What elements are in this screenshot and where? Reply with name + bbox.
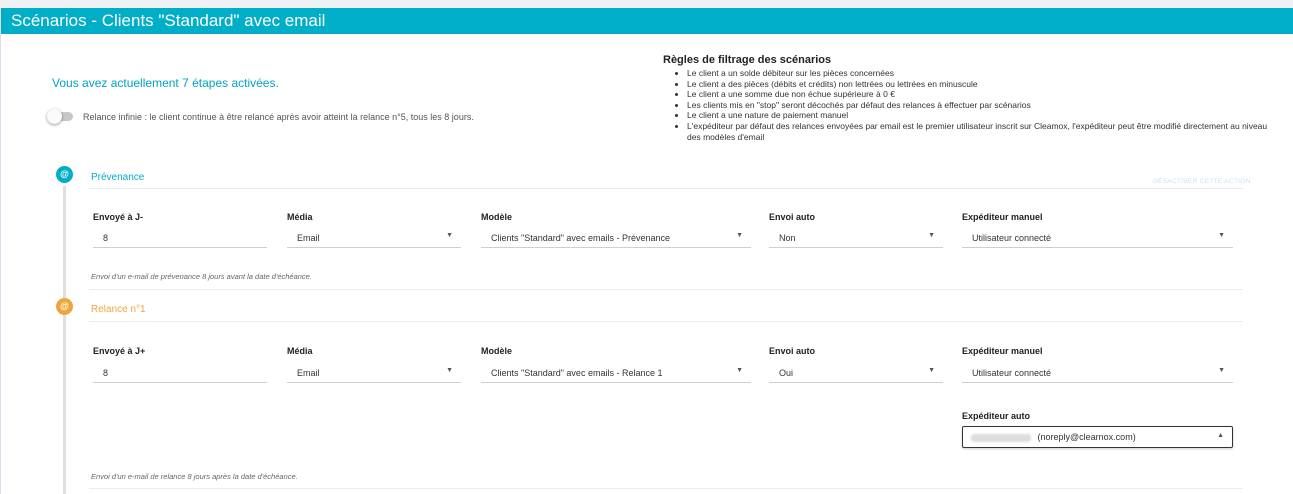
auto-label: Envoi auto: [769, 346, 816, 356]
manual-sender-label: Expéditeur manuel: [962, 346, 1043, 356]
caret-down-icon: ▼: [928, 232, 935, 239]
infinite-reminder-toggle[interactable]: [49, 112, 73, 121]
page-title: Scénarios - Clients "Standard" avec email: [1, 8, 1293, 34]
rule-item: • Le client a une somme due non échue supérieure à 0 €: [687, 89, 1275, 100]
caret-down-icon: ▼: [446, 232, 453, 239]
manual-sender-label: Expéditeur manuel: [962, 212, 1043, 222]
auto-send-select[interactable]: [769, 228, 943, 248]
media-select[interactable]: [287, 363, 461, 383]
sent-label: Envoyé à J+: [93, 346, 146, 356]
caret-down-icon: ▼: [736, 367, 743, 374]
auto-send-select[interactable]: [769, 363, 943, 383]
media-value: Email: [297, 233, 320, 243]
step-divider: [89, 321, 1243, 322]
manual-sender-value: Utilisateur connecté: [972, 233, 1052, 243]
toggle-knob[interactable]: [47, 109, 62, 124]
media-value: Email: [297, 368, 320, 378]
model-value: Clients "Standard" avec emails - Relance 1: [491, 368, 663, 378]
step-prevenance-at-sign-icon: @: [56, 166, 73, 183]
step-relance-1-title[interactable]: Relance n°1: [91, 304, 146, 315]
sent-days-input[interactable]: 8: [93, 228, 267, 248]
caret-down-icon: ▼: [1218, 367, 1225, 374]
media-label: Média: [287, 212, 313, 222]
rule-item: • L'expéditeur par défaut des relances envoyées par email est le premier utilisateur inscrit sur Cleamox, l'expéditeur peut être modifié directement au niveau des modèles d'email: [687, 121, 1275, 142]
model-select[interactable]: [481, 363, 751, 383]
rules-title: Règles de filtrage des scénarios: [663, 54, 832, 66]
auto-send-value: Oui: [779, 368, 794, 378]
active-steps-info: Vous avez actuellement 7 étapes activées.: [52, 76, 279, 90]
sent-days-input[interactable]: 8: [93, 363, 267, 383]
auto-send-value: Non: [779, 233, 796, 243]
media-select[interactable]: [287, 228, 461, 248]
step-divider: [89, 188, 1243, 189]
caret-up-icon: ▲: [1217, 432, 1224, 439]
rule-item: • Le client a une nature de paiement manuel: [687, 110, 1275, 121]
infinite-reminder-label: Relance infinie : le client continue à être relancé après avoir atteint la relance n°5, tous les 8 jours.: [83, 112, 474, 122]
step-divider: [89, 289, 1243, 290]
timeline-line: [63, 186, 66, 494]
rules-list: [675, 68, 1275, 142]
step-divider: [89, 488, 1243, 489]
step-description: Envoi d'un e-mail de relance 8 jours après la date d'échéance.: [91, 472, 298, 481]
rule-item: • Le client a un solde débiteur sur les pièces concernées: [687, 68, 1275, 79]
step-prevenance-title[interactable]: Prévenance: [91, 172, 145, 183]
disable-action-button[interactable]: DÉSACTIVER CETTE ACTION: [1153, 178, 1251, 185]
model-value: Clients "Standard" avec emails - Prévenance: [491, 233, 670, 243]
caret-down-icon: ▼: [928, 367, 935, 374]
rule-item: • Le client a des pièces (débits et crédits) non lettrées ou lettrées en minuscule: [687, 79, 1275, 90]
sent-label: Envoyé à J-: [93, 212, 144, 222]
auto-sender-value: (noreply@clearnox.com): [1037, 432, 1136, 442]
rule-item: • Les clients mis en "stop" seront décochés par défaut des relances à effectuer par scénarios: [687, 100, 1275, 111]
auto-sender-label: Expéditeur auto: [962, 411, 1031, 421]
manual-sender-value: Utilisateur connecté: [972, 368, 1052, 378]
auto-sender-select[interactable]: [962, 426, 1233, 448]
model-select[interactable]: [481, 228, 751, 248]
media-label: Média: [287, 346, 313, 356]
model-label: Modèle: [481, 212, 513, 222]
model-label: Modèle: [481, 346, 513, 356]
caret-down-icon: ▼: [736, 232, 743, 239]
caret-down-icon: ▼: [446, 367, 453, 374]
step-description: Envoi d'un e-mail de prévenance 8 jours avant la date d'échéance.: [91, 272, 312, 281]
caret-down-icon: ▼: [1218, 232, 1225, 239]
scenario-page: [0, 8, 1293, 494]
step-relance-1-at-sign-icon: @: [56, 298, 73, 315]
manual-sender-select[interactable]: [962, 363, 1233, 383]
auto-label: Envoi auto: [769, 212, 816, 222]
redacted-name: [971, 434, 1031, 442]
manual-sender-select[interactable]: [962, 228, 1233, 248]
